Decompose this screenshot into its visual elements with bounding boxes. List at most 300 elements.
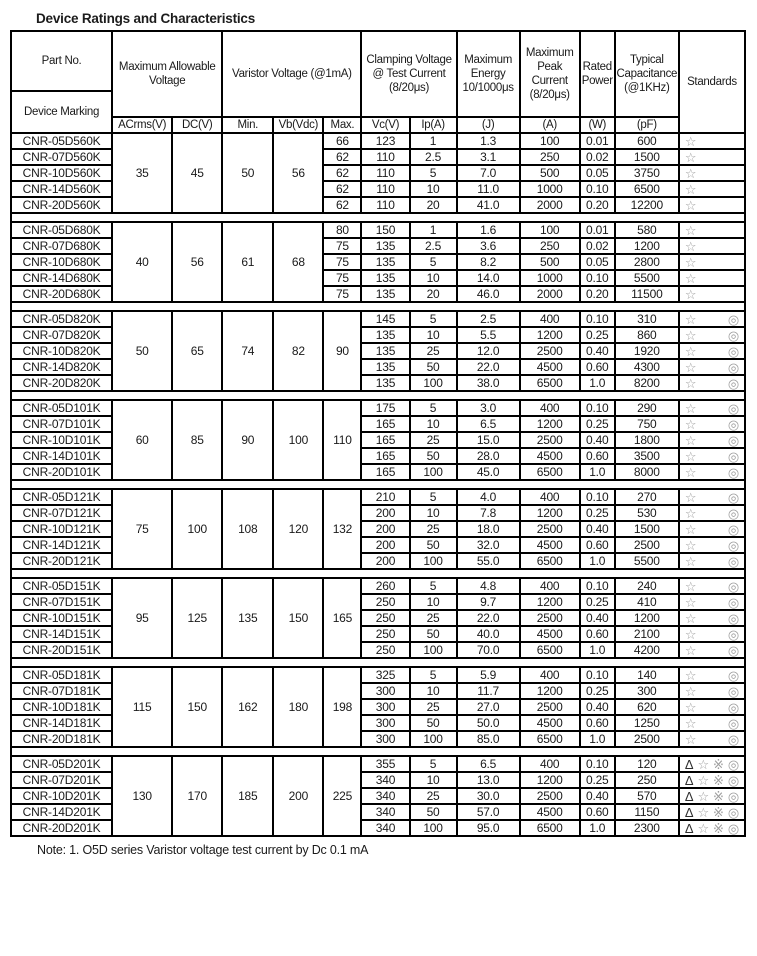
col-header-max-energy: Maximum Energy 10/1000μs — [457, 31, 520, 117]
star-icon: ☆ — [684, 626, 697, 642]
double-circle-icon: ◎ — [727, 400, 739, 416]
peak-current-cell: 1000 — [520, 270, 580, 286]
peak-current-cell: 1200 — [520, 772, 580, 788]
table-row — [11, 400, 745, 416]
standards-cell — [679, 432, 745, 448]
dc-cell: 45 — [172, 133, 222, 213]
rated-power-cell: 0.25 — [580, 772, 615, 788]
rated-power-cell: 0.05 — [580, 165, 615, 181]
group-separator-row — [11, 747, 745, 756]
energy-cell: 3.6 — [457, 238, 520, 254]
standards-symbols — [680, 183, 744, 196]
capacitance-cell: 1250 — [615, 715, 679, 731]
rated-power-cell: 0.02 — [580, 149, 615, 165]
ip-cell: 10 — [410, 270, 457, 286]
energy-cell: 55.0 — [457, 553, 520, 569]
part-no-cell: CNR-05D121K — [11, 489, 112, 505]
vc-cell: 340 — [361, 772, 409, 788]
part-no-cell: CNR-14D560K — [11, 181, 112, 197]
min-cell: 90 — [222, 400, 273, 480]
energy-cell: 22.0 — [457, 610, 520, 626]
ip-cell: 100 — [410, 731, 457, 747]
star-icon: ☆ — [684, 343, 697, 359]
standards-cell — [679, 731, 745, 747]
star-icon: ☆ — [684, 642, 697, 658]
energy-cell: 40.0 — [457, 626, 520, 642]
vc-cell: 145 — [361, 311, 409, 327]
acrms-cell: 95 — [112, 578, 172, 658]
part-no-cell: CNR-07D201K — [11, 772, 112, 788]
triangle-icon: Δ — [684, 756, 694, 772]
peak-current-cell: 100 — [520, 222, 580, 238]
rated-power-cell: 0.60 — [580, 448, 615, 464]
peak-current-cell: 6500 — [520, 553, 580, 569]
vc-cell: 250 — [361, 610, 409, 626]
vc-cell: 325 — [361, 667, 409, 683]
star-icon: ☆ — [684, 731, 697, 747]
capacitance-cell: 1800 — [615, 432, 679, 448]
energy-cell: 1.6 — [457, 222, 520, 238]
double-circle-icon: ◎ — [727, 820, 739, 836]
capacitance-cell: 1920 — [615, 343, 679, 359]
rated-power-cell: 0.40 — [580, 521, 615, 537]
capacitance-cell: 580 — [615, 222, 679, 238]
rated-power-cell: 0.40 — [580, 699, 615, 715]
part-no-cell: CNR-20D680K — [11, 286, 112, 302]
double-circle-icon: ◎ — [727, 731, 739, 747]
capacitance-cell: 570 — [615, 788, 679, 804]
ip-cell: 10 — [410, 505, 457, 521]
dc-cell: 150 — [172, 667, 222, 747]
col-header-device-marking: Device Marking — [11, 91, 112, 133]
capacitance-cell: 1500 — [615, 521, 679, 537]
capacitance-cell: 270 — [615, 489, 679, 505]
ip-cell: 5 — [410, 311, 457, 327]
star-icon: ☆ — [697, 820, 709, 836]
ip-cell: 100 — [410, 642, 457, 658]
reference-mark-icon: ※ — [713, 804, 724, 820]
max-cell: 62 — [323, 197, 361, 213]
capacitance-cell: 2100 — [615, 626, 679, 642]
dc-cell: 125 — [172, 578, 222, 658]
capacitance-cell: 250 — [615, 772, 679, 788]
col-header-j: (J) — [457, 117, 520, 133]
col-header-max-peak-current: Maximum Peak Current (8/20μs) — [520, 31, 580, 117]
col-header-typical-capacitance: Typical Capacitance (@1KHz) — [615, 31, 679, 117]
min-cell: 50 — [222, 133, 273, 213]
part-no-cell: CNR-05D560K — [11, 133, 112, 149]
acrms-cell: 130 — [112, 756, 172, 836]
max-cell: 110 — [323, 400, 361, 480]
energy-cell: 41.0 — [457, 197, 520, 213]
standards-cell — [679, 756, 745, 772]
ip-cell: 10 — [410, 772, 457, 788]
peak-current-cell: 500 — [520, 165, 580, 181]
standards-symbols — [680, 361, 744, 374]
vb-cell: 180 — [273, 667, 323, 747]
standards-symbols — [680, 256, 744, 269]
col-header-dc: DC(V) — [172, 117, 222, 133]
standards-cell — [679, 667, 745, 683]
peak-current-cell: 1000 — [520, 181, 580, 197]
star-icon: ☆ — [684, 553, 697, 569]
standards-symbols — [680, 329, 744, 342]
vc-cell: 300 — [361, 683, 409, 699]
rated-power-cell: 0.60 — [580, 715, 615, 731]
standards-cell — [679, 804, 745, 820]
energy-cell: 22.0 — [457, 359, 520, 375]
rated-power-cell: 0.25 — [580, 416, 615, 432]
star-icon: ☆ — [684, 270, 697, 286]
part-no-cell: CNR-14D121K — [11, 537, 112, 553]
vc-cell: 300 — [361, 715, 409, 731]
standards-cell — [679, 416, 745, 432]
peak-current-cell: 2000 — [520, 286, 580, 302]
star-icon: ☆ — [684, 149, 697, 165]
energy-cell: 5.5 — [457, 327, 520, 343]
col-header-min: Min. — [222, 117, 273, 133]
standards-cell — [679, 683, 745, 699]
col-header-pf: (pF) — [615, 117, 679, 133]
max-cell: 75 — [323, 286, 361, 302]
star-icon: ☆ — [684, 359, 697, 375]
star-icon: ☆ — [684, 610, 697, 626]
vc-cell: 135 — [361, 286, 409, 302]
energy-cell: 38.0 — [457, 375, 520, 391]
max-cell: 75 — [323, 254, 361, 270]
table-row — [11, 311, 745, 327]
vc-cell: 110 — [361, 165, 409, 181]
star-icon: ☆ — [684, 133, 697, 149]
vc-cell: 210 — [361, 489, 409, 505]
reference-mark-icon: ※ — [713, 788, 724, 804]
ip-cell: 100 — [410, 553, 457, 569]
double-circle-icon: ◎ — [727, 464, 739, 480]
star-icon: ☆ — [697, 772, 709, 788]
energy-cell: 45.0 — [457, 464, 520, 480]
group-separator-cell — [11, 747, 745, 756]
part-no-cell: CNR-14D151K — [11, 626, 112, 642]
capacitance-cell: 4200 — [615, 642, 679, 658]
peak-current-cell: 2500 — [520, 788, 580, 804]
max-cell: 62 — [323, 181, 361, 197]
group-separator-cell — [11, 391, 745, 400]
part-no-cell: CNR-10D181K — [11, 699, 112, 715]
vc-cell: 135 — [361, 254, 409, 270]
standards-cell — [679, 375, 745, 391]
ip-cell: 5 — [410, 667, 457, 683]
table-row — [11, 667, 745, 683]
peak-current-cell: 2500 — [520, 521, 580, 537]
part-no-cell: CNR-10D820K — [11, 343, 112, 359]
energy-cell: 7.0 — [457, 165, 520, 181]
col-header-vc: Vc(V) — [361, 117, 409, 133]
standards-cell — [679, 311, 745, 327]
ip-cell: 25 — [410, 432, 457, 448]
double-circle-icon: ◎ — [727, 521, 739, 537]
peak-current-cell: 4500 — [520, 448, 580, 464]
part-no-cell: CNR-07D181K — [11, 683, 112, 699]
standards-symbols — [680, 774, 744, 787]
col-header-part-no: Part No. — [11, 31, 112, 91]
vc-cell: 300 — [361, 699, 409, 715]
double-circle-icon: ◎ — [727, 327, 739, 343]
vc-cell: 250 — [361, 594, 409, 610]
vc-cell: 135 — [361, 270, 409, 286]
min-cell: 185 — [222, 756, 273, 836]
vc-cell: 200 — [361, 521, 409, 537]
double-circle-icon: ◎ — [727, 416, 739, 432]
table-row — [11, 756, 745, 772]
double-circle-icon: ◎ — [727, 375, 739, 391]
energy-cell: 85.0 — [457, 731, 520, 747]
standards-symbols — [680, 806, 744, 819]
peak-current-cell: 4500 — [520, 537, 580, 553]
standards-symbols — [680, 199, 744, 212]
energy-cell: 57.0 — [457, 804, 520, 820]
standards-symbols — [680, 224, 744, 237]
double-circle-icon: ◎ — [727, 772, 739, 788]
star-icon: ☆ — [684, 505, 697, 521]
standards-symbols — [680, 790, 744, 803]
vb-cell: 82 — [273, 311, 323, 391]
part-no-cell: CNR-10D151K — [11, 610, 112, 626]
star-icon: ☆ — [684, 464, 697, 480]
peak-current-cell: 4500 — [520, 626, 580, 642]
double-circle-icon: ◎ — [727, 610, 739, 626]
col-header-standards: Standards — [679, 31, 745, 133]
vb-cell: 150 — [273, 578, 323, 658]
capacitance-cell: 310 — [615, 311, 679, 327]
standards-cell — [679, 448, 745, 464]
ip-cell: 25 — [410, 699, 457, 715]
part-no-cell: CNR-20D121K — [11, 553, 112, 569]
energy-cell: 70.0 — [457, 642, 520, 658]
energy-cell: 4.0 — [457, 489, 520, 505]
ip-cell: 50 — [410, 626, 457, 642]
capacitance-cell: 3500 — [615, 448, 679, 464]
standards-cell — [679, 343, 745, 359]
standards-symbols — [680, 733, 744, 746]
standards-symbols — [680, 523, 744, 536]
rated-power-cell: 0.01 — [580, 133, 615, 149]
capacitance-cell: 240 — [615, 578, 679, 594]
standards-cell — [679, 270, 745, 286]
star-icon: ☆ — [684, 489, 697, 505]
star-icon: ☆ — [697, 756, 709, 772]
max-cell: 62 — [323, 149, 361, 165]
rated-power-cell: 0.60 — [580, 804, 615, 820]
standards-symbols — [680, 717, 744, 730]
peak-current-cell: 4500 — [520, 715, 580, 731]
rated-power-cell: 1.0 — [580, 820, 615, 836]
max-cell: 90 — [323, 311, 361, 391]
header-row-units — [11, 117, 745, 133]
table-row — [11, 222, 745, 238]
max-cell: 75 — [323, 238, 361, 254]
min-cell: 108 — [222, 489, 273, 569]
reference-mark-icon: ※ — [713, 820, 724, 836]
part-no-cell: CNR-14D101K — [11, 448, 112, 464]
energy-cell: 5.9 — [457, 667, 520, 683]
standards-symbols — [680, 466, 744, 479]
peak-current-cell: 2000 — [520, 197, 580, 213]
standards-symbols — [680, 135, 744, 148]
vc-cell: 110 — [361, 181, 409, 197]
peak-current-cell: 400 — [520, 667, 580, 683]
peak-current-cell: 400 — [520, 578, 580, 594]
group-separator-cell — [11, 213, 745, 222]
standards-cell — [679, 553, 745, 569]
ip-cell: 10 — [410, 327, 457, 343]
group-separator-row — [11, 213, 745, 222]
vc-cell: 340 — [361, 820, 409, 836]
standards-symbols — [680, 272, 744, 285]
part-no-cell: CNR-05D201K — [11, 756, 112, 772]
energy-cell: 8.2 — [457, 254, 520, 270]
energy-cell: 7.8 — [457, 505, 520, 521]
group-separator-cell — [11, 302, 745, 311]
triangle-icon: Δ — [684, 772, 694, 788]
rated-power-cell: 1.0 — [580, 642, 615, 658]
capacitance-cell: 8000 — [615, 464, 679, 480]
standards-symbols — [680, 313, 744, 326]
rated-power-cell: 0.10 — [580, 311, 615, 327]
energy-cell: 3.0 — [457, 400, 520, 416]
rated-power-cell: 1.0 — [580, 375, 615, 391]
rated-power-cell: 0.60 — [580, 537, 615, 553]
peak-current-cell: 400 — [520, 489, 580, 505]
part-no-cell: CNR-05D101K — [11, 400, 112, 416]
vc-cell: 340 — [361, 804, 409, 820]
energy-cell: 9.7 — [457, 594, 520, 610]
standards-cell — [679, 578, 745, 594]
col-header-a: (A) — [520, 117, 580, 133]
rated-power-cell: 0.40 — [580, 432, 615, 448]
star-icon: ☆ — [684, 521, 697, 537]
star-icon: ☆ — [697, 804, 709, 820]
double-circle-icon: ◎ — [727, 578, 739, 594]
max-cell: 132 — [323, 489, 361, 569]
vc-cell: 165 — [361, 464, 409, 480]
standards-cell — [679, 715, 745, 731]
star-icon: ☆ — [684, 311, 697, 327]
group-separator-row — [11, 658, 745, 667]
vc-cell: 200 — [361, 553, 409, 569]
ip-cell: 100 — [410, 464, 457, 480]
star-icon: ☆ — [684, 197, 697, 213]
vc-cell: 250 — [361, 626, 409, 642]
vc-cell: 135 — [361, 238, 409, 254]
capacitance-cell: 120 — [615, 756, 679, 772]
ip-cell: 20 — [410, 197, 457, 213]
peak-current-cell: 1200 — [520, 594, 580, 610]
energy-cell: 50.0 — [457, 715, 520, 731]
dc-cell: 170 — [172, 756, 222, 836]
capacitance-cell: 410 — [615, 594, 679, 610]
energy-cell: 11.7 — [457, 683, 520, 699]
peak-current-cell: 1200 — [520, 416, 580, 432]
ip-cell: 50 — [410, 359, 457, 375]
standards-cell — [679, 820, 745, 836]
capacitance-cell: 1200 — [615, 610, 679, 626]
standards-cell — [679, 489, 745, 505]
vc-cell: 165 — [361, 448, 409, 464]
vc-cell: 165 — [361, 416, 409, 432]
vc-cell: 250 — [361, 642, 409, 658]
ip-cell: 20 — [410, 286, 457, 302]
min-cell: 162 — [222, 667, 273, 747]
group-separator-cell — [11, 480, 745, 489]
standards-symbols — [680, 628, 744, 641]
standards-cell — [679, 610, 745, 626]
vc-cell: 123 — [361, 133, 409, 149]
part-no-cell: CNR-20D820K — [11, 375, 112, 391]
dc-cell: 85 — [172, 400, 222, 480]
part-no-cell: CNR-05D181K — [11, 667, 112, 683]
rated-power-cell: 0.10 — [580, 667, 615, 683]
standards-cell — [679, 238, 745, 254]
rated-power-cell: 0.10 — [580, 578, 615, 594]
ip-cell: 10 — [410, 683, 457, 699]
double-circle-icon: ◎ — [727, 311, 739, 327]
ip-cell: 25 — [410, 521, 457, 537]
peak-current-cell: 250 — [520, 149, 580, 165]
col-header-vb: Vb(Vdc) — [273, 117, 323, 133]
standards-symbols — [680, 612, 744, 625]
peak-current-cell: 6500 — [520, 464, 580, 480]
standards-cell — [679, 594, 745, 610]
standards-cell — [679, 626, 745, 642]
part-no-cell: CNR-07D680K — [11, 238, 112, 254]
energy-cell: 32.0 — [457, 537, 520, 553]
peak-current-cell: 250 — [520, 238, 580, 254]
star-icon: ☆ — [684, 537, 697, 553]
double-circle-icon: ◎ — [727, 756, 739, 772]
standards-cell — [679, 359, 745, 375]
ip-cell: 10 — [410, 181, 457, 197]
standards-symbols — [680, 167, 744, 180]
star-icon: ☆ — [684, 222, 697, 238]
star-icon: ☆ — [684, 181, 697, 197]
part-no-cell: CNR-07D121K — [11, 505, 112, 521]
rated-power-cell: 0.10 — [580, 489, 615, 505]
ip-cell: 50 — [410, 715, 457, 731]
star-icon: ☆ — [684, 594, 697, 610]
ip-cell: 10 — [410, 594, 457, 610]
capacitance-cell: 750 — [615, 416, 679, 432]
max-cell: 75 — [323, 270, 361, 286]
col-header-rated-power: Rated Power — [580, 31, 615, 117]
energy-cell: 4.8 — [457, 578, 520, 594]
standards-cell — [679, 254, 745, 270]
part-no-cell: CNR-10D201K — [11, 788, 112, 804]
standards-symbols — [680, 240, 744, 253]
vc-cell: 300 — [361, 731, 409, 747]
peak-current-cell: 400 — [520, 400, 580, 416]
peak-current-cell: 6500 — [520, 820, 580, 836]
double-circle-icon: ◎ — [727, 594, 739, 610]
max-cell: 165 — [323, 578, 361, 658]
vc-cell: 135 — [361, 359, 409, 375]
standards-symbols — [680, 685, 744, 698]
min-cell: 135 — [222, 578, 273, 658]
standards-cell — [679, 222, 745, 238]
capacitance-cell: 4300 — [615, 359, 679, 375]
part-no-cell: CNR-10D560K — [11, 165, 112, 181]
capacitance-cell: 860 — [615, 327, 679, 343]
capacitance-cell: 3750 — [615, 165, 679, 181]
